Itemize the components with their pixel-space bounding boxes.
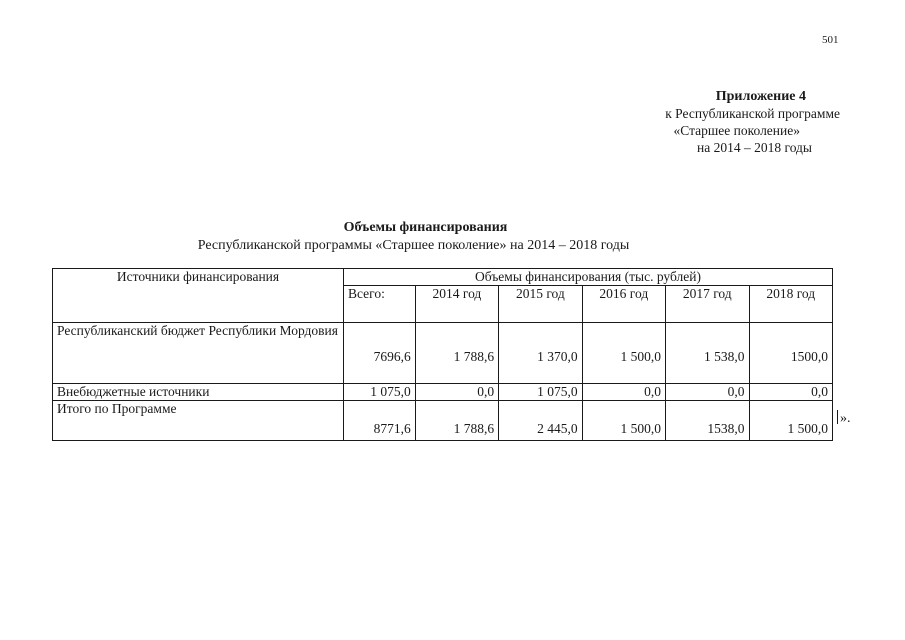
total-header: Всего: [344, 286, 416, 323]
row-value: 1 500,0 [582, 323, 665, 384]
appendix-line-1: к Республиканской программе [665, 106, 840, 121]
row-value: 1 500,0 [582, 401, 665, 441]
row-value: 0,0 [666, 384, 749, 401]
financing-table [52, 268, 833, 441]
row-value: 0,0 [415, 384, 498, 401]
year-header: 2017 год [666, 286, 749, 323]
year-header: 2015 год [499, 286, 582, 323]
row-value: 0,0 [582, 384, 665, 401]
page-number: 501 [822, 34, 839, 46]
row-value: 1 075,0 [499, 384, 582, 401]
row-value: 1 370,0 [499, 323, 582, 384]
closing-quote-mark [837, 410, 851, 427]
year-header: 2014 год [415, 286, 498, 323]
heading-subtitle: Республиканской программы «Старшее поколение» на 2014 – 2018 годы [197, 238, 630, 253]
year-header: 2018 год [749, 286, 833, 323]
table-header-row [53, 269, 833, 286]
row-value: 2 445,0 [499, 401, 582, 441]
row-source: Республиканский бюджет Республики Мордовия [53, 323, 344, 384]
row-value: 1538,0 [666, 401, 749, 441]
row-total: 7696,6 [344, 323, 416, 384]
source-header: Источники финансирования [53, 269, 344, 323]
appendix-line-3: на 2014 – 2018 годы [697, 140, 812, 155]
closing-mark-text: ». [840, 411, 851, 426]
row-value: 1500,0 [749, 323, 833, 384]
appendix-block [600, 88, 840, 156]
heading-title: Объемы финансирования [343, 220, 508, 235]
row-value: 1 788,6 [415, 401, 498, 441]
appendix-line-2: «Старшее поколение» [673, 123, 800, 138]
table-row [53, 384, 833, 401]
document-heading [0, 219, 905, 255]
row-total: 8771,6 [344, 401, 416, 441]
table-row [53, 323, 833, 384]
row-total: 1 075,0 [344, 384, 416, 401]
closing-tick-line [837, 410, 838, 424]
appendix-title: Приложение 4 [715, 89, 806, 104]
row-value: 0,0 [749, 384, 833, 401]
year-header: 2016 год [582, 286, 665, 323]
row-value: 1 788,6 [415, 323, 498, 384]
row-source: Внебюджетные источники [53, 384, 344, 401]
row-source: Итого по Программе [53, 401, 344, 441]
row-value: 1 500,0 [749, 401, 833, 441]
row-value: 1 538,0 [666, 323, 749, 384]
table-row [53, 401, 833, 441]
financing-group-header: Объемы финансирования (тыс. рублей) [344, 269, 833, 286]
